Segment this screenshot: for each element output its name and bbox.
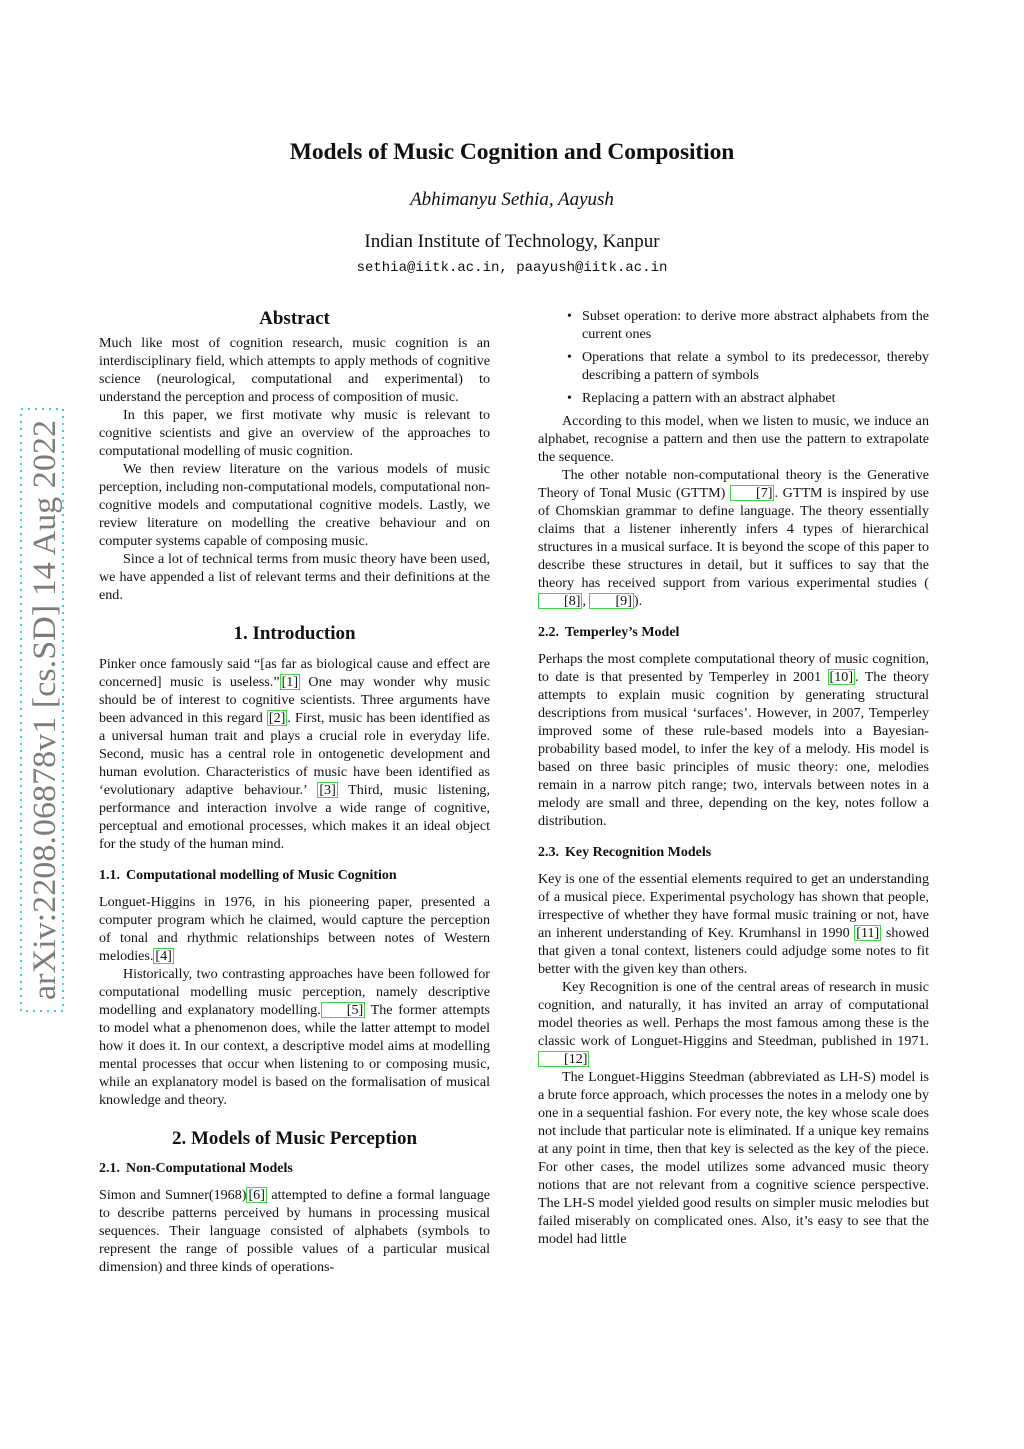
text-run: The other notable non-computational theory is the Generative Theory of Tonal Music (GTTM) [538, 467, 929, 501]
body-paragraph [538, 870, 929, 978]
text-run: ). [633, 593, 643, 609]
citation-link[interactable]: [3] [319, 782, 336, 798]
body-paragraph: According to this model, when we listen to music, we induce an alphabet, recognise a pattern and then use the pattern to extrapolate the sequence. [538, 413, 929, 465]
body-paragraph [99, 965, 490, 1109]
list-item [538, 389, 929, 407]
list-item [538, 348, 929, 384]
text-run: Longuet-Higgins in 1976, in his pioneering paper, presented a computer program which he claimed, would capture the perception of tonal and rhythmic relationships between notes of Western melodies. [99, 894, 490, 964]
arxiv-stamp[interactable] [20, 408, 64, 1012]
abstract-heading: Abstract [259, 308, 330, 329]
left-column [99, 307, 490, 1276]
citation-link[interactable]: [9] [589, 593, 633, 609]
abstract-paragraph: We then review literature on the various models of music perception, including non-computational models, computational non-cognitive models and computational cognitive models. Lastly, we review literature on modelling the creative behaviour and on computer systems capable of composing music. [99, 461, 491, 549]
text-run: One may wonder why music should be of interest to cognitive scientists. Three arguments have been advanced in this regard [99, 674, 490, 726]
text-run: Key is one of the essential elements required to get an understanding of a musical piece. Experimental psychology has shown that people, irrespective of whether they have formal music training or not, have an inherent understanding of Key. Krumhansl in 1990 [538, 871, 929, 941]
text-run: showed that given a tonal context, listeners could adjudge some notes to fit better with the given key than others. [538, 925, 929, 977]
list-item [538, 307, 929, 343]
text-run: Simon and Sumner(1968) [99, 1187, 247, 1203]
body-paragraph [538, 978, 929, 1068]
citation-link[interactable]: [5] [321, 1002, 365, 1018]
abstract-paragraph: Much like most of cognition research, music cognition is an interdisciplinary field, which attempts to apply methods of cognitive science (neurological, computational and experimental) to understand the perception and process of composition of music. [99, 335, 490, 405]
subsection-title: Computational modelling of Music Cognition [126, 868, 397, 883]
citation-link[interactable]: [7] [730, 485, 774, 501]
bullet-glyph: • [567, 308, 572, 324]
text-run: . GTTM is inspired by use of Chomskian grammar to define language. The theory essentially claims that a listener inherently infers 4 types of hierarchical structures in a musical surface. It is beyond the scope of this paper to describe these structures in detail, but it suffices to say that the theory has received support from various experimental studies ( [538, 485, 929, 591]
citation-link[interactable]: [4] [155, 948, 172, 964]
subsection-heading-2-1 [99, 1160, 490, 1178]
text-run: Pinker once famously said “[as far as biological cause and effect are concerned] music is useless.” [99, 656, 490, 690]
subsection-heading-2-3 [538, 844, 929, 862]
affiliation: Indian Institute of Technology, Kanpur [364, 231, 660, 252]
text-run: . The theory attempts to explain music cognition by generating structural descriptions from musical ‘surfaces’. However, in 2007, Temperley improved some of these rule-based models into a Bayesian-probability based model, to infer the key of a melody. His model is based on three basic principles of music theory: one, melodies remain in a narrow pitch range; two, intervals between notes in a melody are small and three, depending on the key, notes follow a distribution. [538, 669, 929, 829]
citation-link[interactable]: [6] [248, 1187, 265, 1203]
text-run: Key Recognition is one of the central areas of research in music cognition, and naturally, it has invited an array of computational model theories as well. Perhaps the most famous among these is the classic work of Longuet-Higgins and Steedman, published in 1971. [538, 979, 929, 1049]
text-run: The former attempts to model what a phenomenon does, while the latter attempt to model how it does it. In our context, a descriptive model aims at modelling mental processes that occur when listening to or composing music, while an explanatory model is based on the formalisation of musical knowledge and theory. [99, 1002, 491, 1108]
author-emails: sethia@iitk.ac.in, paayush@iitk.ac.in [356, 260, 668, 276]
citation-link[interactable]: [11] [856, 925, 880, 941]
text-run: attempted to define a formal language to describe patterns perceived by humans in processing musical sequences. Their language consisted of alphabets (symbols to represent the range of possible values of a particular musical dimension) and three kinds of operations- [99, 1187, 490, 1275]
text-run: Perhaps the most complete computational theory of music cognition, to date is that presented by Temperley in 2001 [538, 651, 929, 685]
subsection-number: 2.3. [538, 845, 559, 860]
right-column [538, 307, 929, 1248]
subsection-heading-2-2 [538, 624, 929, 642]
subsection-heading-1-1 [99, 867, 490, 885]
bullet-glyph: • [567, 349, 572, 365]
body-paragraph [538, 466, 929, 610]
abstract-paragraph: Since a lot of technical terms from music theory have been used, we have appended a list of relevant terms and their definitions at the end. [99, 551, 490, 603]
paper-title: Models of Music Cognition and Composition [289, 139, 735, 165]
bullet-glyph: • [567, 390, 572, 406]
body-paragraph [99, 1186, 490, 1276]
citation-link[interactable]: [12] [538, 1051, 589, 1067]
subsection-number: 1.1. [99, 868, 120, 883]
section-heading-introduction: 1. Introduction [233, 623, 356, 644]
section-heading-models-of-music-perception: 2. Models of Music Perception [171, 1128, 418, 1149]
citation-link[interactable]: [2] [268, 710, 286, 726]
subsection-title: Temperley’s Model [565, 625, 680, 640]
text-run: Historically, two contrasting approaches have been followed for computational modelling music perception, namely descriptive modelling and explanatory modelling. [99, 966, 490, 1018]
author-list: Abhimanyu Sethia, Aayush [410, 189, 614, 210]
body-paragraph [99, 893, 490, 965]
operations-list [538, 307, 929, 407]
text-run: , [582, 593, 590, 609]
citation-link[interactable]: [8] [538, 593, 582, 609]
subsection-number: 2.2. [538, 625, 559, 640]
body-paragraph [538, 650, 929, 830]
body-paragraph [99, 655, 490, 853]
list-item-text: Operations that relate a symbol to its predecessor, thereby describing a pattern of symbols [582, 349, 929, 383]
abstract-paragraph: In this paper, we first motivate why music is relevant to cognitive scientists and give an overview of the approaches to computational modelling of music cognition. [99, 407, 490, 459]
text-run: . First, music has been identified as a universal human trait and plays a crucial role in everyday life. Second, music has a central role in ontogenetic development and human evolution. Characteristics of music have been identified as ‘evolutionary adaptive behaviour.’ [99, 710, 491, 798]
subsection-number: 2.1. [99, 1161, 120, 1176]
subsection-title: Non-Computational Models [126, 1161, 293, 1176]
arxiv-stamp-graphic [20, 408, 64, 1012]
citation-link[interactable]: [10] [829, 669, 854, 685]
subsection-title: Key Recognition Models [565, 845, 712, 860]
list-item-text: Subset operation: to derive more abstract alphabets from the current ones [582, 308, 929, 342]
text-run: Third, music listening, performance and interaction involve a wide range of cognitive, perceptual and emotional processes, which makes it an ideal object for the study of the human mind. [99, 782, 490, 852]
list-item-text: Replacing a pattern with an abstract alphabet [582, 390, 836, 406]
body-paragraph: The Longuet-Higgins Steedman (abbreviated as LH-S) model is a brute force approach, which processes the notes in a melody one by one in a sequential fashion. For every note, the key whose scale does not include that particular note is eliminated. If a unique key remains at any point in time, then that key is selected as the key of the piece. For other cases, the model utilizes some advanced music theory notions that are not relevant from a cognitive science perspective. The LH-S model yielded good results on simpler music melodies but failed miserably on complicated ones. Also, it’s easy to see that the model had little [538, 1069, 929, 1247]
arxiv-identifier: arXiv:2208.06878v1 [cs.SD] 14 Aug 2022 [27, 439, 63, 1000]
citation-link[interactable]: [1] [281, 674, 299, 690]
